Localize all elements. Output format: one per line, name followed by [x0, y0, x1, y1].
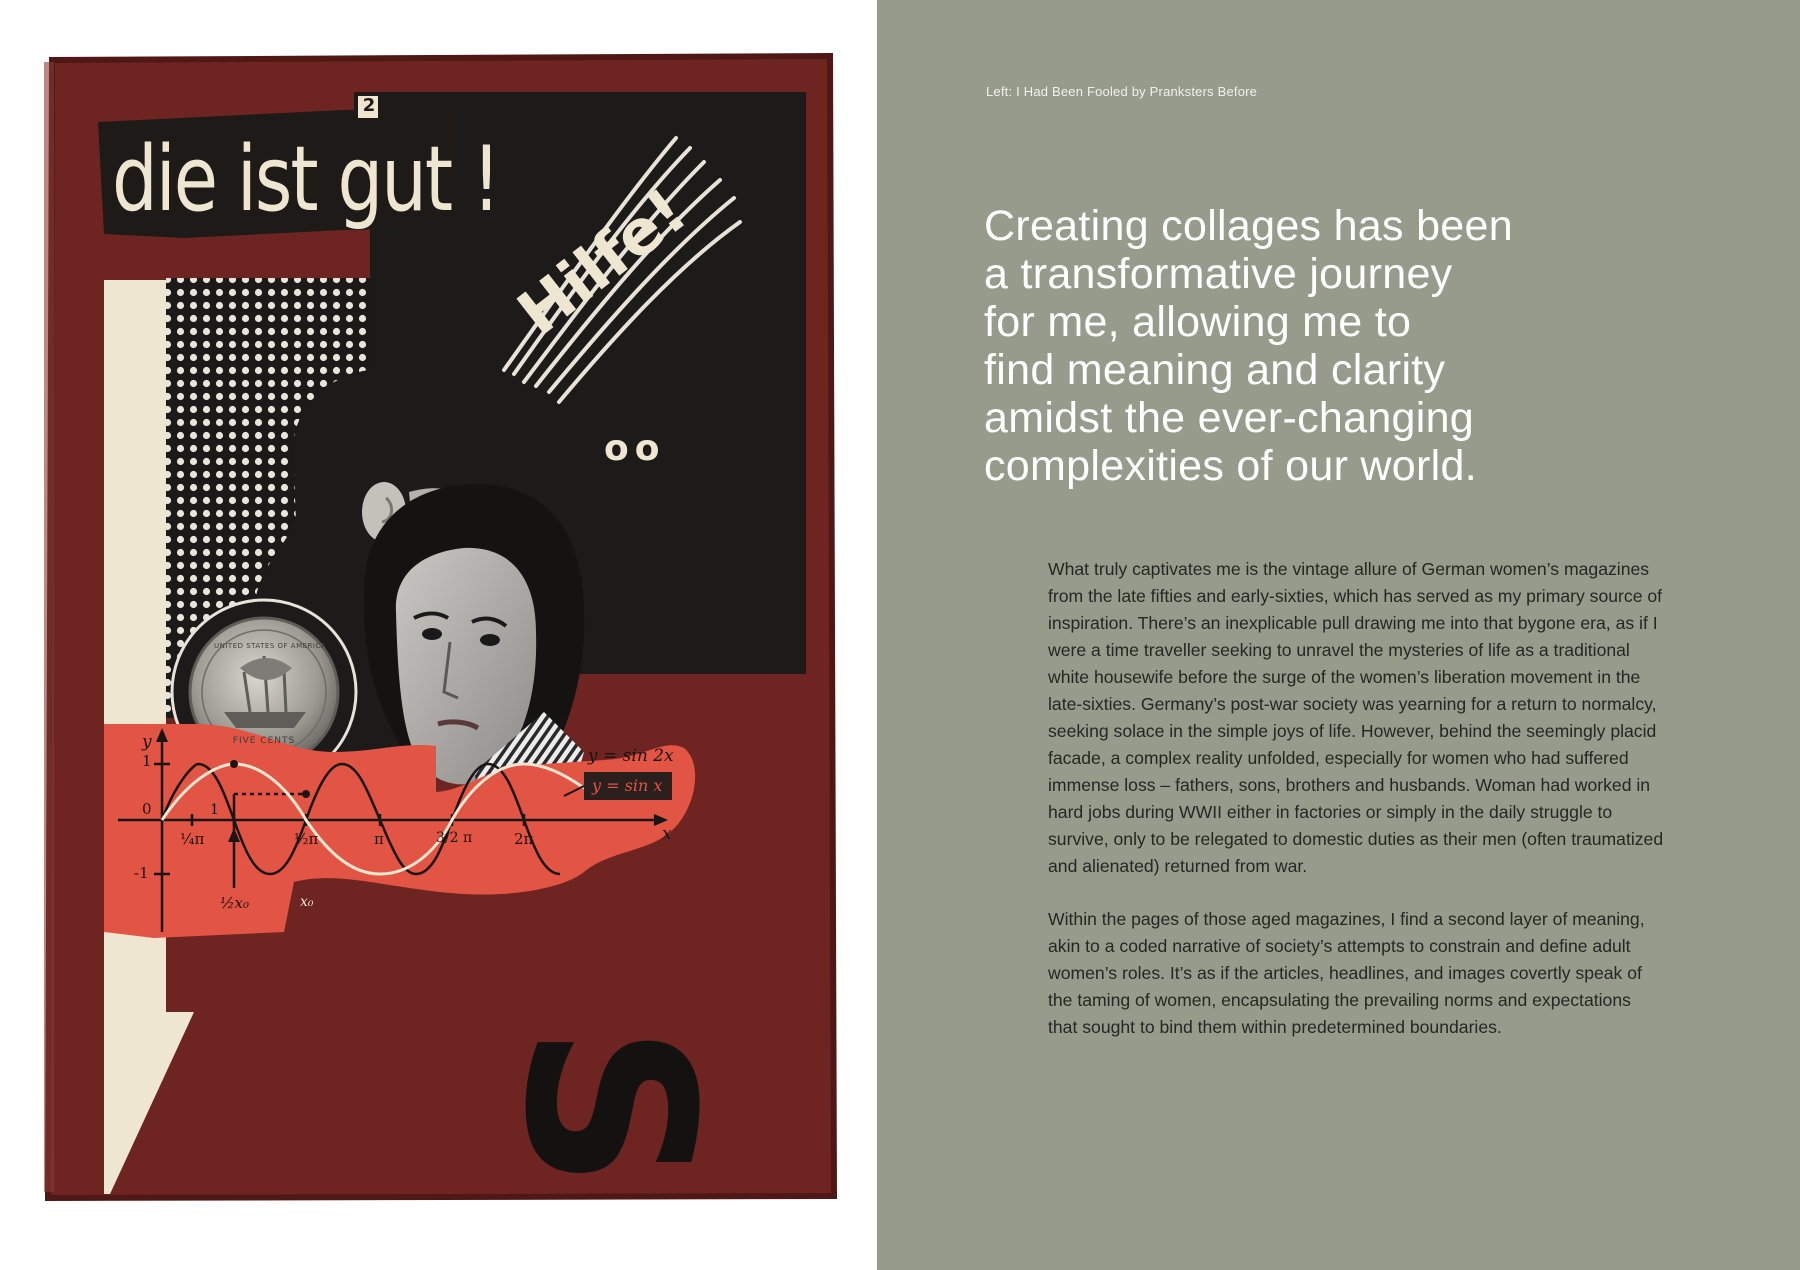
graph-tick-quarter-pi: ¼π: [180, 830, 205, 848]
graph-x-axis-label: x: [662, 824, 672, 844]
graph-label-half-x0: ½x₀: [220, 894, 250, 912]
graph-label-one: 1: [210, 802, 219, 818]
letter-s: S: [473, 1024, 741, 1190]
left-page: [0, 0, 877, 1270]
dots-text: oo: [604, 428, 666, 469]
graph-label-sin2x: y = sin 2x: [588, 746, 674, 766]
right-page: [877, 0, 1800, 1270]
graph-tick-two-pi: 2π: [514, 830, 534, 848]
page-number: 2: [362, 95, 376, 116]
body-text: [1048, 556, 1664, 1067]
headline-line: for me, allowing me to: [984, 298, 1412, 346]
headline-line: a transformative journey: [984, 250, 1453, 298]
graph-tick-pi: π: [374, 830, 384, 848]
coin-bottom-text: FIVE CENTS: [232, 736, 296, 746]
body-paragraph: Within the pages of those aged magazines, I find a second layer of meaning, akin to a coded narrative of society’s attempts to constrain and define adult women’s roles. It’s as if the articles, headlines, and images covertly speak of the taming of women, encapsulating the prevailing norms and expectations that sought to bind them within predetermined boundaries.: [1048, 909, 1645, 1037]
headline-line: Creating collages has been: [984, 202, 1513, 250]
hilfe-text: Hilfe!: [504, 173, 701, 350]
title-text: die ist gut !: [112, 126, 499, 231]
graph-tick-three-half-pi: 3/2 π: [436, 830, 473, 846]
graph-y-minus-one: -1: [134, 864, 149, 882]
graph-y-one: 1: [142, 752, 152, 770]
body-paragraph: What truly captivates me is the vintage allure of German women’s magazines from the late fifties and early-sixties, which has served as my primary source of inspiration. There’s an inexplicable pull drawing me into that bygone era, as if I were a time traveller seeking to unravel the mysteries of life as a traditional white housewife before the surge of the women’s liberation movement in the late-sixties. Germany’s post-war society was yearning for a return to normalcy, seeking solace in the simple joys of life. However, behind the seemingly placid facade, a complex reality unfolded, especially for women who had suffered immense loss – fathers, sons, brothers and husbands. Woman had worked in hard jobs during WWII either in factories or simply in the daily struggle to survive, only to be relegated to domestic duties as their men (often traumatized and alienated) returned from war.: [1048, 559, 1664, 876]
headline-line: amidst the ever-changing: [984, 394, 1475, 442]
coin-top-text: UNITED STATES OF AMERICA: [214, 642, 327, 650]
headline-line: complexities of our world.: [984, 442, 1477, 490]
graph-y-zero: 0: [142, 800, 152, 818]
graph-label-sinx: y = sin x: [592, 776, 663, 795]
image-caption: Left: I Had Been Fooled by Pranksters Before: [986, 84, 1258, 99]
graph-label-x0: x₀: [300, 894, 314, 910]
graph-y-axis-label: y: [142, 732, 152, 752]
pull-quote-headline: [984, 202, 1724, 490]
collage-artwork: [44, 52, 840, 1202]
graph-tick-half-pi: ½π: [294, 830, 319, 848]
headline-line: find meaning and clarity: [984, 346, 1446, 394]
